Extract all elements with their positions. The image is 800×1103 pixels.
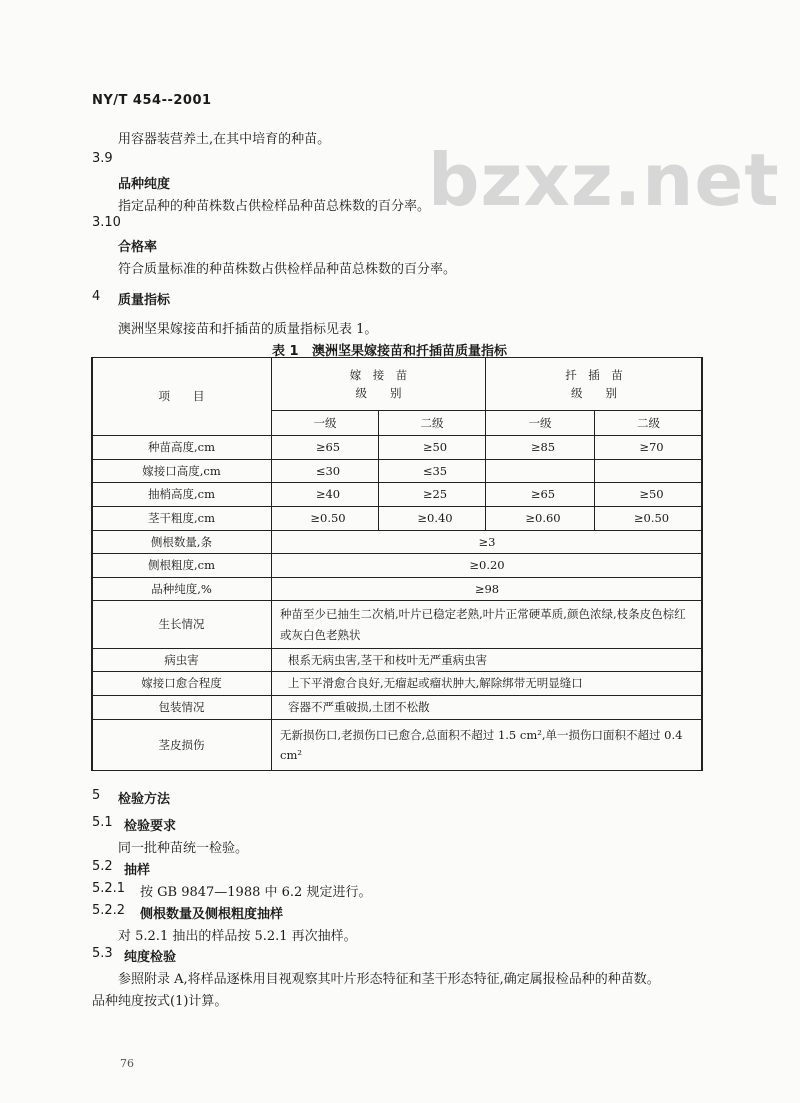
standard-code: NY/T 454--2001 bbox=[92, 93, 212, 108]
table-cell: ≥25 bbox=[379, 483, 486, 507]
header-cutting-seedling bbox=[486, 358, 703, 411]
table-row bbox=[92, 577, 703, 601]
section-5-1-number: 5.1 bbox=[92, 815, 113, 830]
table-cell: ≤30 bbox=[272, 459, 379, 483]
table-row bbox=[92, 672, 703, 696]
section-5-2-2-title: 侧根数量及侧根粗度抽样 bbox=[140, 907, 284, 922]
table-cell: 容器不严重破损,土团不松散 bbox=[272, 695, 703, 719]
section-5-title: 检验方法 bbox=[118, 792, 171, 807]
header-item: 项 目 bbox=[92, 358, 272, 436]
table-cell: 上下平滑愈合良好,无瘤起或瘤状肿大,解除绑带无明显缝口 bbox=[272, 672, 703, 696]
section-5-2-number: 5.2 bbox=[92, 859, 113, 874]
row-label: 嫁接口愈合程度 bbox=[92, 672, 272, 696]
section-4-number: 4 bbox=[92, 289, 101, 304]
section-3-9-number: 3.9 bbox=[92, 151, 113, 166]
page-number: 76 bbox=[120, 1057, 134, 1070]
table-row bbox=[92, 483, 703, 507]
section-5-2-1-number: 5.2.1 bbox=[92, 881, 126, 896]
section-5-3-title: 纯度检验 bbox=[124, 950, 177, 965]
row-label: 生长情况 bbox=[92, 601, 272, 648]
table-cell: ≥40 bbox=[272, 483, 379, 507]
table-cell: ≥65 bbox=[486, 483, 595, 507]
row-label: 侧根粗度,cm bbox=[92, 554, 272, 578]
section-5-1-text: 同一批种苗统一检验。 bbox=[118, 841, 249, 856]
section-3-10-title: 合格率 bbox=[118, 240, 158, 255]
table-row bbox=[92, 695, 703, 719]
table-cell-empty bbox=[486, 459, 595, 483]
table-cell: ≤35 bbox=[379, 459, 486, 483]
table-cell: ≥98 bbox=[272, 577, 703, 601]
section-5-3-text-2: 品种纯度按式(1)计算。 bbox=[92, 994, 228, 1009]
table-title-number: 表 1 bbox=[272, 344, 299, 359]
row-label: 品种纯度,% bbox=[92, 577, 272, 601]
table-cell: ≥70 bbox=[595, 436, 703, 460]
row-label: 茎干粗度,cm bbox=[92, 506, 272, 530]
row-label: 病虫害 bbox=[92, 648, 272, 672]
table-cell: ≥50 bbox=[379, 436, 486, 460]
section-4-intro: 澳洲坚果嫁接苗和扦插苗的质量指标见表 1。 bbox=[118, 322, 378, 337]
section-5-1-title: 检验要求 bbox=[124, 819, 177, 834]
header-grafted-label: 嫁 接 苗 bbox=[349, 367, 408, 382]
section-5-3-text-1: 参照附录 A,将样品逐株用目视观察其叶片形态特征和茎干形态特征,确定属报检品种的种苗数。 bbox=[118, 972, 660, 987]
watermark-text: bzxz.net bbox=[428, 138, 780, 222]
row-label: 嫁接口高度,cm bbox=[92, 459, 272, 483]
row-label: 茎皮损伤 bbox=[92, 719, 272, 770]
table-cell-empty bbox=[595, 459, 703, 483]
section-3-10-number: 3.10 bbox=[92, 215, 121, 230]
table-row bbox=[92, 459, 703, 483]
row-label: 抽梢高度,cm bbox=[92, 483, 272, 507]
table-cell: ≥0.20 bbox=[272, 554, 703, 578]
table-title: 澳洲坚果嫁接苗和扦插苗质量指标 bbox=[312, 344, 508, 359]
table-cell: ≥0.60 bbox=[486, 506, 595, 530]
table-row bbox=[92, 530, 703, 554]
row-label: 种苗高度,cm bbox=[92, 436, 272, 460]
header-grafted-grade: 级 别 bbox=[355, 386, 402, 401]
grafted-grade-1: 一级 bbox=[272, 411, 379, 436]
section-3-9-definition: 指定品种的种苗株数占供检样品种苗总株数的百分率。 bbox=[118, 199, 431, 214]
table-frame-right bbox=[701, 357, 703, 771]
table-cell: 种苗至少已抽生二次梢,叶片已稳定老熟,叶片正常硬革质,颜色浓绿,枝条皮色棕红或灰白色老熟状 bbox=[272, 601, 703, 648]
section-5-2-2-number: 5.2.2 bbox=[92, 903, 126, 918]
cutting-grade-1: 一级 bbox=[486, 411, 595, 436]
table-row bbox=[92, 648, 703, 672]
table-row bbox=[92, 601, 703, 648]
grafted-grade-2: 二级 bbox=[379, 411, 486, 436]
table-cell: ≥3 bbox=[272, 530, 703, 554]
table-row bbox=[92, 506, 703, 530]
section-5-2-2-text: 对 5.2.1 抽出的样品按 5.2.1 再次抽样。 bbox=[118, 929, 357, 944]
row-label: 侧根数量,条 bbox=[92, 530, 272, 554]
cutting-grade-2: 二级 bbox=[595, 411, 703, 436]
table-cell: 根系无病虫害,茎干和枝叶无严重病虫害 bbox=[272, 648, 703, 672]
container-seedling-definition: 用容器装营养土,在其中培育的种苗。 bbox=[118, 132, 331, 147]
table-cell: ≥65 bbox=[272, 436, 379, 460]
table-row bbox=[92, 436, 703, 460]
table-cell: ≥0.40 bbox=[379, 506, 486, 530]
table-frame-left bbox=[91, 357, 93, 771]
header-cutting-label: 扦 插 苗 bbox=[565, 367, 623, 382]
header-grafted-seedling bbox=[272, 358, 486, 411]
section-5-3-number: 5.3 bbox=[92, 946, 113, 961]
table-row bbox=[92, 554, 703, 578]
table-cell: 无新损伤口,老损伤口已愈合,总面积不超过 1.5 cm²,单一损伤口面积不超过 0.4 cm² bbox=[272, 719, 703, 770]
header-cutting-grade: 级 别 bbox=[571, 386, 617, 401]
section-3-10-definition: 符合质量标准的种苗株数占供检样品种苗总株数的百分率。 bbox=[118, 262, 457, 277]
table-row bbox=[92, 719, 703, 770]
section-3-9-title: 品种纯度 bbox=[118, 177, 171, 192]
table-cell: ≥85 bbox=[486, 436, 595, 460]
table-cell: ≥0.50 bbox=[272, 506, 379, 530]
table-cell: ≥50 bbox=[595, 483, 703, 507]
section-5-2-1-text: 按 GB 9847—1988 中 6.2 规定进行。 bbox=[140, 885, 372, 900]
table-cell: ≥0.50 bbox=[595, 506, 703, 530]
section-4-title: 质量指标 bbox=[118, 293, 171, 308]
row-label: 包装情况 bbox=[92, 695, 272, 719]
quality-index-table bbox=[91, 357, 703, 771]
section-5-number: 5 bbox=[92, 788, 101, 803]
section-5-2-title: 抽样 bbox=[124, 863, 151, 878]
